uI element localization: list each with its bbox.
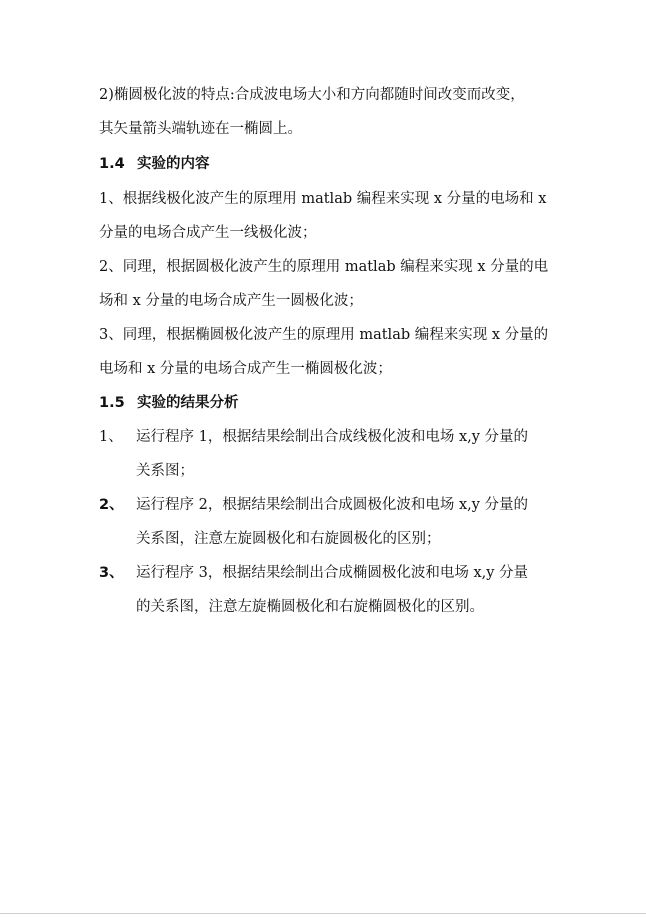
result-item-3-number: 3、 (99, 565, 124, 581)
result-item-1-line-1: 运行程序 1，根据结果绘制出合成线极化波和电场 x,y 分量的 (136, 429, 529, 445)
content-item-2-line-1: 2、同理，根据圆极化波产生的原理用 matlab 编程来实现 x 分量的电 (99, 259, 549, 275)
section-title: 实验的结果分析 (137, 395, 239, 411)
ellipse-feature-line-1: 2)椭圆极化波的特点:合成波电场大小和方向都随时间改变而改变， (99, 87, 525, 103)
page-bottom-divider (0, 913, 646, 914)
result-item-3-line-1: 运行程序 3，根据结果绘制出合成椭圆极化波和电场 x,y 分量 (136, 565, 529, 581)
content-item-2-line-2: 场和 x 分量的电场合成产生一圆极化波； (99, 293, 363, 309)
result-item-2-line-1: 运行程序 2，根据结果绘制出合成圆极化波和电场 x,y 分量的 (136, 497, 529, 513)
result-item-3-line-2: 的关系图，注意左旋椭圆极化和右旋椭圆极化的区别。 (136, 599, 484, 615)
section-heading-1-4 (99, 155, 210, 173)
section-title: 实验的内容 (137, 156, 210, 172)
content-item-3-line-1: 3、同理，根据椭圆极化波产生的原理用 matlab 编程来实现 x 分量的 (99, 327, 549, 343)
result-item-2-number: 2、 (99, 497, 124, 513)
section-heading-1-5 (99, 394, 239, 412)
content-item-1-line-1: 1、根据线极化波产生的原理用 matlab 编程来实现 x 分量的电场和 x (99, 191, 547, 207)
ellipse-feature-line-2: 其矢量箭头端轨迹在一椭圆上。 (99, 121, 302, 137)
section-number: 1.5 (99, 395, 125, 411)
result-item-2-line-2: 关系图，注意左旋圆极化和右旋圆极化的区别； (136, 531, 441, 547)
result-item-1-line-2: 关系图； (136, 463, 194, 479)
result-item-1-number: 1、 (99, 429, 123, 445)
section-number: 1.4 (99, 156, 125, 172)
content-item-3-line-2: 电场和 x 分量的电场合成产生一椭圆极化波； (99, 361, 392, 377)
content-item-1-line-2: 分量的电场合成产生一线极化波； (99, 225, 317, 241)
